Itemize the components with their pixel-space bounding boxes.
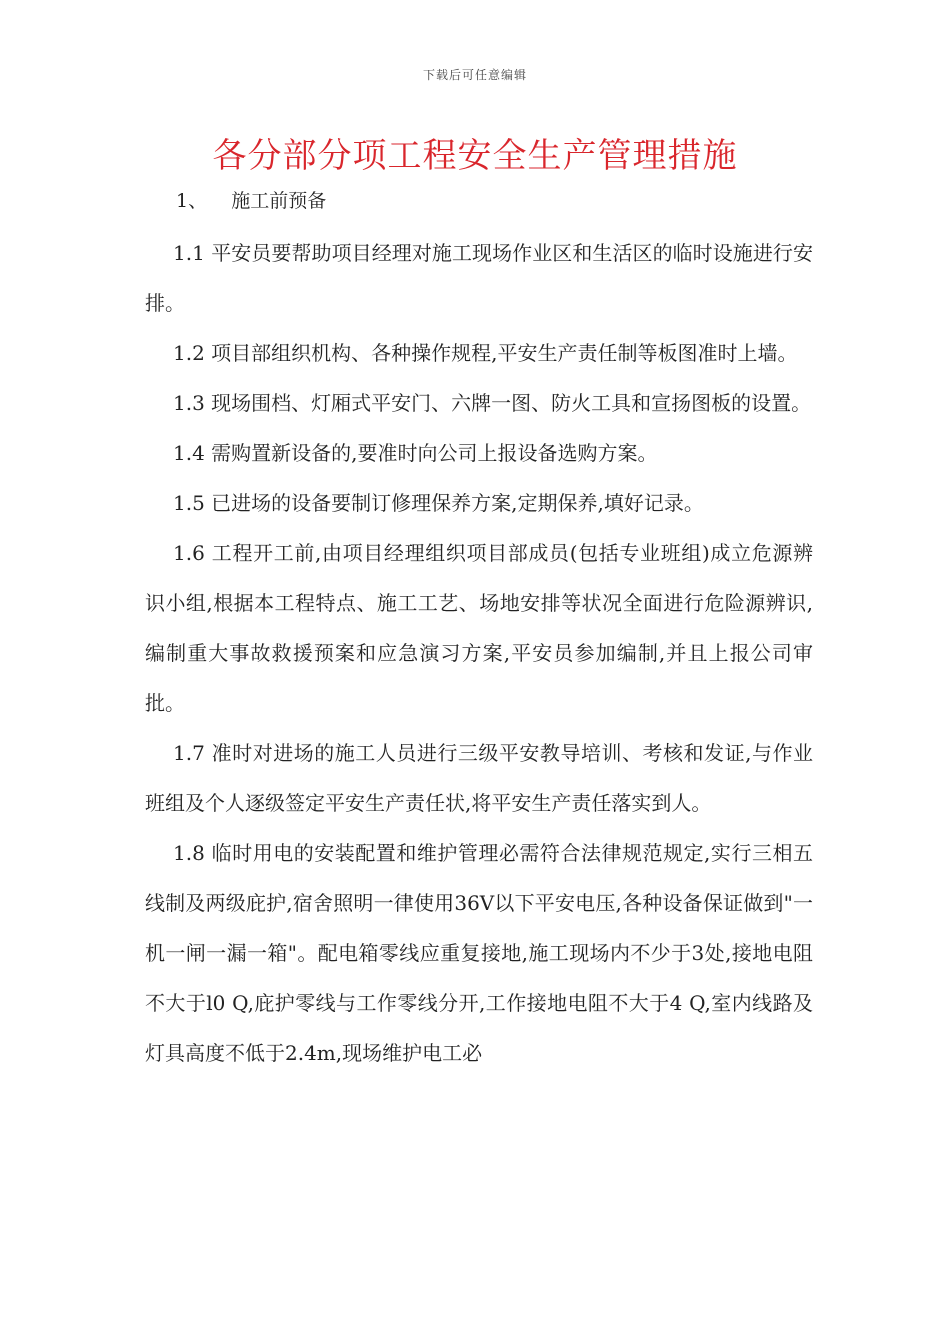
- paragraph-1-4: 1.4 需购置新设备的,要准时向公司上报设备选购方案。: [173, 441, 658, 465]
- section-number: 1、: [176, 190, 208, 212]
- header-note: 下载后可任意编辑: [422, 68, 527, 82]
- paragraph-1-6: 1.6 工程开工前,由项目经理组织项目部成员(包括专业班组)成立危源辨识小组,根据本工程特点、施工工艺、场地安排等状况全面进行危险源辨识,编制重大事故救援预案和应急演习方案,平安员参加编制,并且上报公司审批。: [145, 541, 813, 715]
- paragraph-1-2: 1.2 项目部组织机构、各种操作规程,平安生产责任制等板图准时上墙。: [173, 341, 798, 365]
- document-title: 各分部分项工程安全生产管理措施: [212, 136, 738, 176]
- paragraph-1-8: 1.8 临时用电的安装配置和维护管理必需符合法律规范规定,实行三相五线制及两级庇护,宿舍照明一律使用36V以下平安电压,各种设备保证做到"一机一闸一漏一箱"。配电箱零线应重复接地,施工现场内不少于3处,接地电阻不大于l0 Q,庇护零线与工作零线分开,工作接地电阻不大于4 Q,室内线路及灯具高度不低于2.4m,现场维护电工必: [145, 841, 813, 1065]
- paragraph-1-3: 1.3 现场围档、灯厢式平安门、六牌一图、防火工具和宣扬图板的设置。: [173, 391, 812, 415]
- section-heading: [176, 186, 326, 213]
- paragraph-1-1: 1.1 平安员要帮助项目经理对施工现场作业区和生活区的临时设施进行安排。: [145, 241, 813, 315]
- paragraph-1-7: 1.7 准时对进场的施工人员进行三级平安教导培训、考核和发证,与作业班组及个人逐级签定平安生产责任状,将平安生产责任落实到人。: [145, 741, 813, 815]
- document-body: [145, 228, 813, 1078]
- paragraph-1-5: 1.5 已进场的设备要制订修理保养方案,定期保养,填好记录。: [173, 491, 704, 515]
- section-label: 施工前预备: [231, 190, 327, 212]
